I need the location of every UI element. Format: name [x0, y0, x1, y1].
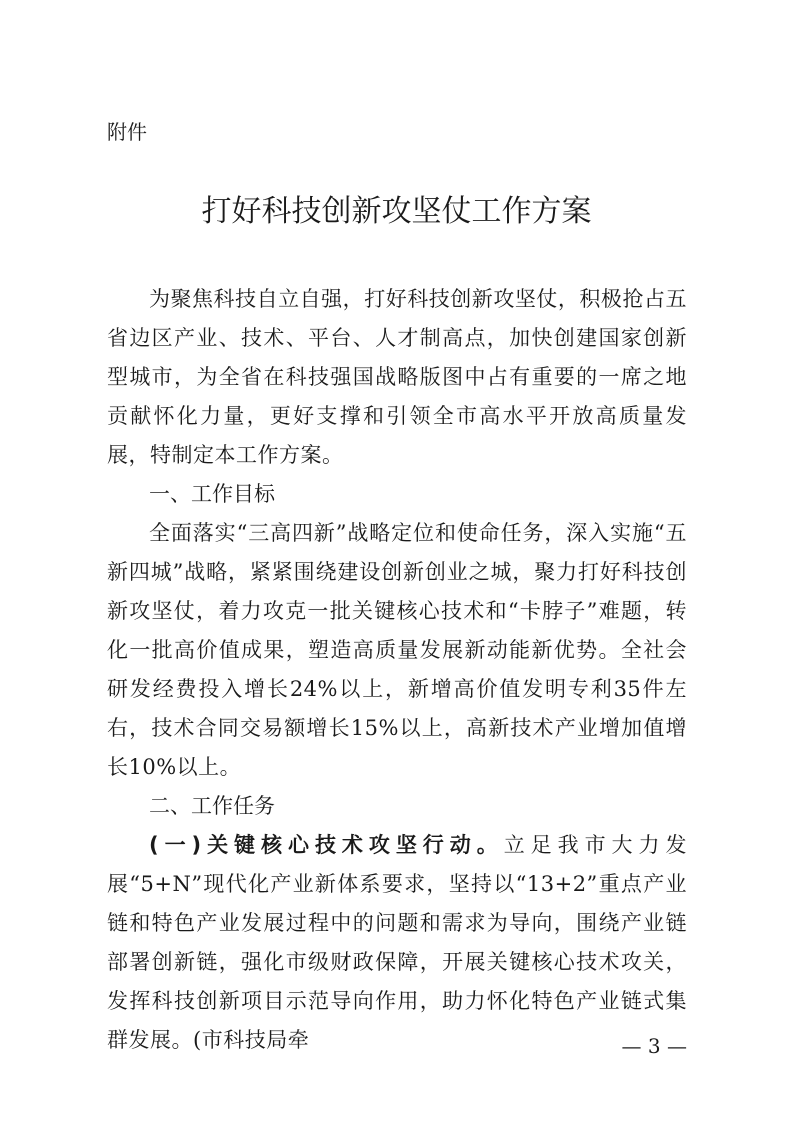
section-heading-goals: 一、工作目标: [149, 482, 275, 506]
section-heading-tasks: 二、工作任务: [149, 794, 275, 818]
task-item-1-text: 立足我市大力发展“5+N”现代化产业新体系要求，坚持以“13+2”重点产业链和特色产业发展过程中的问题和需求为导向，围绕产业链部署创新链，强化市级财政保障，开展关键核心技术攻关，发挥科技创新项目示范导向作用，助力怀化特色产业链式集群发展。(市科技局牵: [107, 833, 687, 1052]
page-number: — 3 —: [621, 1034, 687, 1058]
intro-paragraph: 为聚焦科技自立自强，打好科技创新攻坚仗，积极抢占五省边区产业、技术、平台、人才制高点，加快创建国家创新型城市，为全省在科技强国战略版图中占有重要的一席之地贡献怀化力量，更好支撑和引领全市高水平开放高质量发展，特制定本工作方案。: [107, 287, 687, 467]
document-body: [107, 280, 687, 1060]
goals-paragraph: 全面落实“三高四新”战略定位和使命任务，深入实施“五新四城”战略，紧紧围绕建设创新创业之城，聚力打好科技创新攻坚仗，着力攻克一批关键核心技术和“卡脖子”难题，转化一批高价值成果，塑造高质量发展新动能新优势。全社会研发经费投入增长24%以上，新增高价值发明专利35件左右，技术合同交易额增长15%以上，高新技术产业增加值增长10%以上。: [107, 521, 687, 779]
task-item-1: [107, 826, 687, 1060]
document-title: 打好科技创新攻坚仗工作方案: [201, 194, 592, 229]
task-item-1-lead: (一)关键核心技术攻坚行动。: [149, 833, 504, 857]
attachment-label: 附件: [107, 120, 147, 144]
